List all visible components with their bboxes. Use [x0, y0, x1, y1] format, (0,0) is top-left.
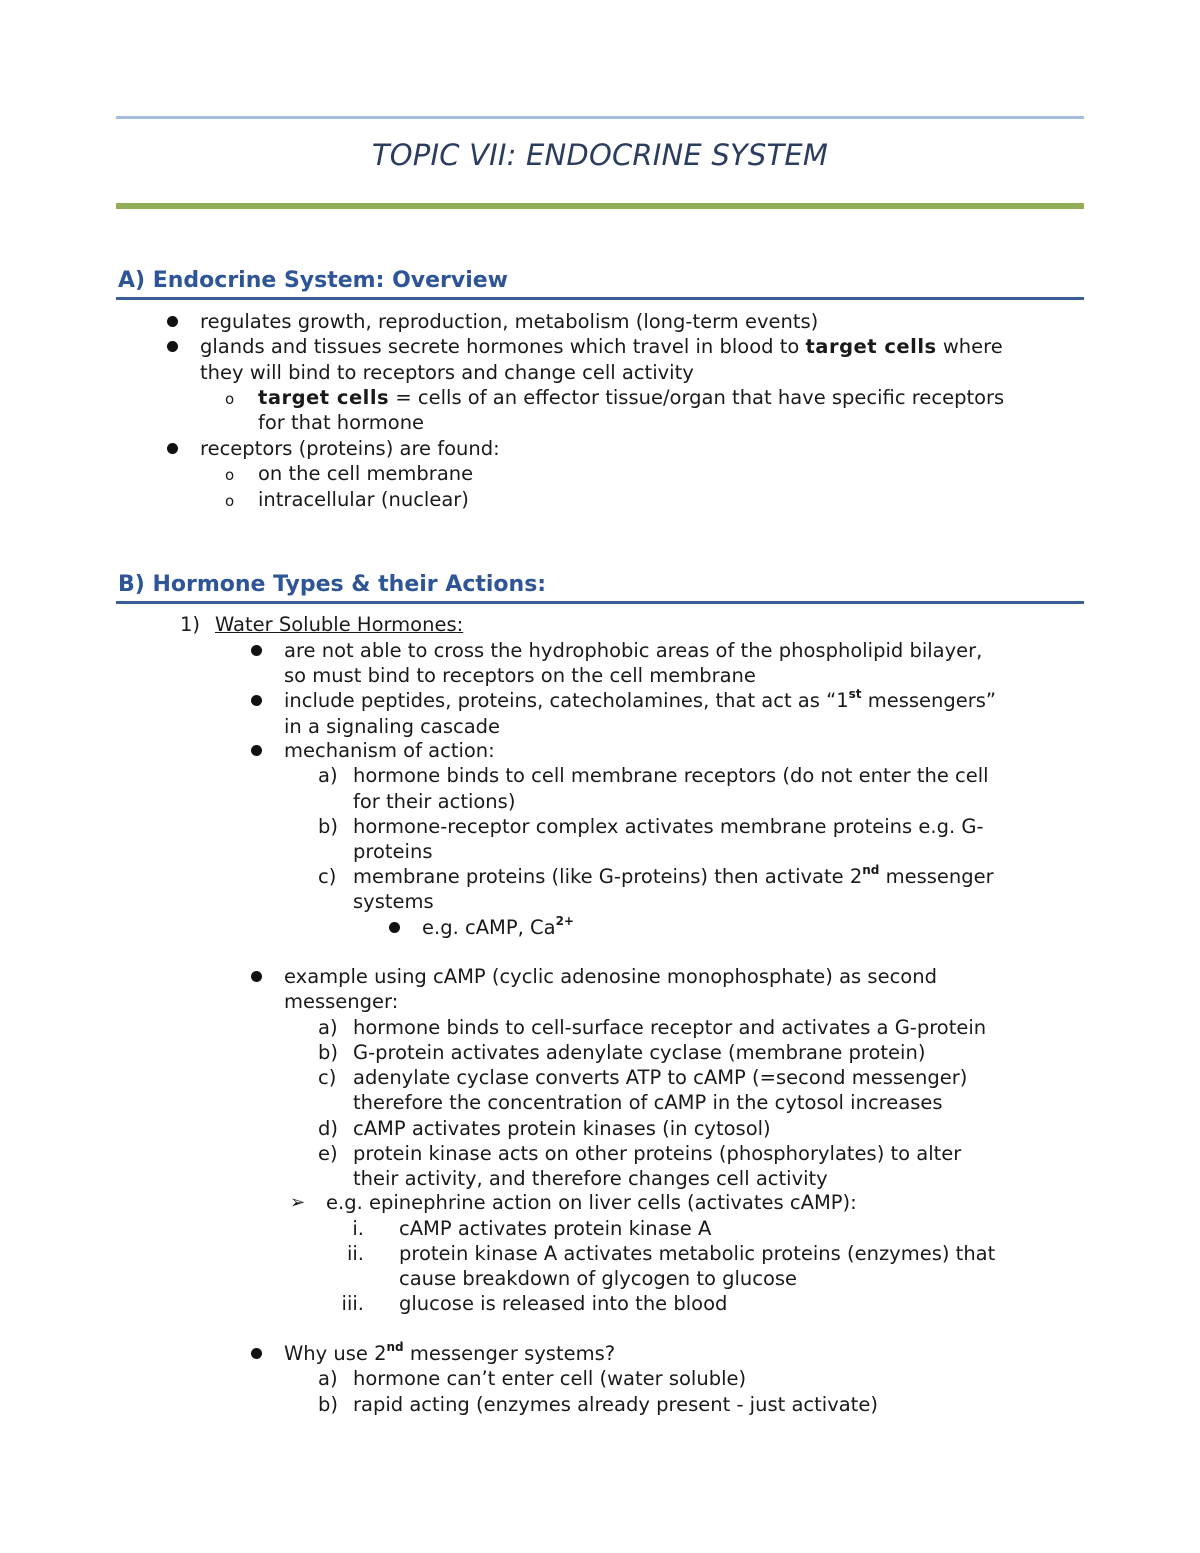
- bullet-icon: [389, 922, 400, 933]
- list-marker: b): [318, 815, 338, 838]
- list-item: Why use 2nd messenger systems?: [284, 1340, 616, 1365]
- overview-subitem-cont: for that hormone: [258, 411, 425, 434]
- epinephrine-step: protein kinase A activates metabolic proteins (enzymes) that: [399, 1242, 996, 1265]
- mechanism-step-cont: proteins: [353, 840, 433, 863]
- list-marker: a): [318, 1016, 338, 1039]
- camp-step: protein kinase acts on other proteins (phosphorylates) to alter: [353, 1142, 962, 1165]
- top-rule: [116, 116, 1084, 119]
- epinephrine-step: glucose is released into the blood: [399, 1292, 728, 1315]
- overview-item: regulates growth, reproduction, metabolism (long-term events): [200, 310, 819, 333]
- reason-item: rapid acting (enzymes already present - just activate): [353, 1393, 878, 1416]
- list-item: mechanism of action:: [284, 739, 495, 762]
- epinephrine-example: e.g. epinephrine action on liver cells (activates cAMP):: [326, 1191, 857, 1214]
- example-item: e.g. cAMP, $Ca^{2+}$: [422, 914, 574, 939]
- circle-bullet-icon: o: [225, 492, 235, 510]
- subheading-water-soluble: Water Soluble Hormones:: [215, 613, 464, 636]
- list-marker: b): [318, 1041, 338, 1064]
- epinephrine-step-cont: cause breakdown of glycogen to glucose: [399, 1267, 798, 1290]
- list-item-cont: so must bind to receptors on the cell membrane: [284, 664, 756, 687]
- list-marker: d): [318, 1117, 338, 1140]
- reason-item: hormone can’t enter cell (water soluble): [353, 1367, 747, 1390]
- section-a-heading: A) Endocrine System: Overview: [118, 268, 509, 293]
- list-marker: e): [318, 1142, 338, 1165]
- bullet-icon: [251, 645, 262, 656]
- roman-marker: i.: [352, 1217, 364, 1240]
- section-b-heading: B) Hormone Types & their Actions:: [118, 572, 547, 597]
- mechanism-step: membrane proteins (like G-proteins) then activate 2nd messenger: [353, 863, 994, 888]
- camp-step-cont: their activity, and therefore changes cell activity: [353, 1167, 828, 1190]
- list-item-cont: in a signaling cascade: [284, 715, 501, 738]
- bullet-icon: [251, 695, 262, 706]
- list-marker: a): [318, 764, 338, 787]
- section-a-rule: [116, 297, 1084, 300]
- list-item: are not able to cross the hydrophobic areas of the phospholipid bilayer,: [284, 639, 983, 662]
- page-title: TOPIC VII: ENDOCRINE SYSTEM: [371, 138, 829, 172]
- bullet-icon: [251, 745, 262, 756]
- arrow-bullet-icon: ➢: [290, 1192, 306, 1213]
- list-marker: a): [318, 1367, 338, 1390]
- list-marker: c): [318, 1066, 337, 1089]
- title-rule: [116, 203, 1084, 209]
- mechanism-step: hormone binds to cell membrane receptors (do not enter the cell: [353, 764, 989, 787]
- circle-bullet-icon: o: [225, 390, 235, 408]
- camp-step-cont: therefore the concentration of cAMP in the cytosol increases: [353, 1091, 943, 1114]
- camp-step: cAMP activates protein kinases (in cytosol): [353, 1117, 771, 1140]
- bullet-icon: [167, 316, 178, 327]
- section-b-rule: [116, 601, 1084, 604]
- list-marker: c): [318, 865, 337, 888]
- list-item: include peptides, proteins, catecholamines, that act as “1st messengers”: [284, 687, 997, 712]
- mechanism-step-cont: systems: [353, 890, 434, 913]
- bullet-icon: [167, 443, 178, 454]
- bullet-icon: [167, 341, 178, 352]
- epinephrine-step: cAMP activates protein kinase A: [399, 1217, 712, 1240]
- overview-item-cont: they will bind to receptors and change cell activity: [200, 361, 694, 384]
- camp-step: G-protein activates adenylate cyclase (membrane protein): [353, 1041, 926, 1064]
- overview-subitem: on the cell membrane: [258, 462, 474, 485]
- mechanism-step-cont: for their actions): [353, 790, 516, 813]
- mechanism-step: hormone-receptor complex activates membrane proteins e.g. G-: [353, 815, 984, 838]
- circle-bullet-icon: o: [225, 466, 235, 484]
- bullet-icon: [251, 1348, 262, 1359]
- list-number: 1): [180, 613, 201, 636]
- list-item: example using cAMP (cyclic adenosine monophosphate) as second: [284, 965, 937, 988]
- overview-item: receptors (proteins) are found:: [200, 437, 500, 460]
- camp-step: hormone binds to cell-surface receptor and activates a G-protein: [353, 1016, 987, 1039]
- list-marker: b): [318, 1393, 338, 1416]
- list-item-cont: messenger:: [284, 990, 399, 1013]
- overview-subitem: target cells = cells of an effector tissue/organ that have specific receptors: [258, 386, 1005, 409]
- bullet-icon: [251, 971, 262, 982]
- overview-item: glands and tissues secrete hormones which travel in blood to target cells where: [200, 335, 1003, 358]
- overview-subitem: intracellular (nuclear): [258, 488, 469, 511]
- camp-step: adenylate cyclase converts ATP to cAMP (=second messenger): [353, 1066, 968, 1089]
- roman-marker: iii.: [341, 1292, 364, 1315]
- roman-marker: ii.: [346, 1242, 364, 1265]
